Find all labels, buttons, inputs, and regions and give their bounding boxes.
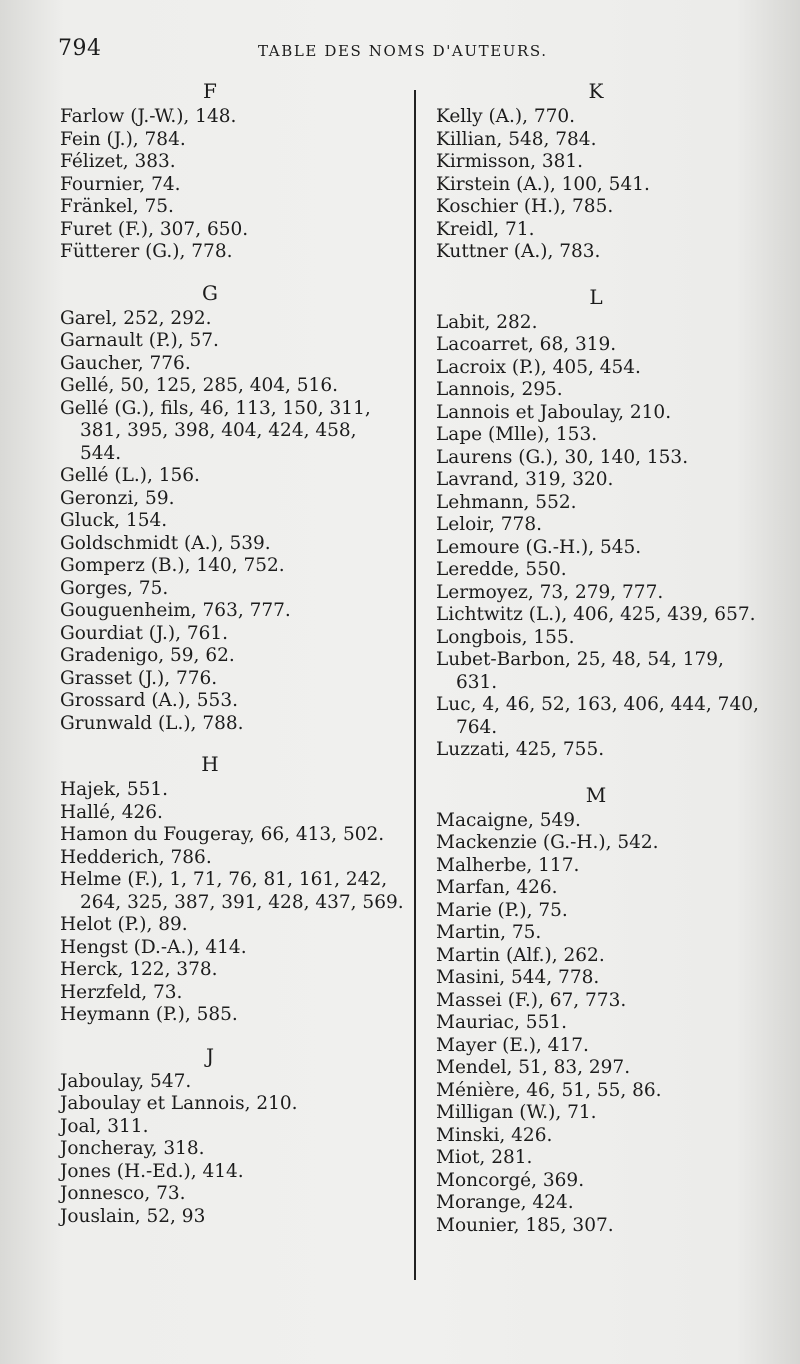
index-entry: Morange, 424. bbox=[436, 1192, 574, 1213]
index-entry: Lavrand, 319, 320. bbox=[436, 469, 614, 490]
entry-line: Lubet-Barbon, 25, 48, 54, 179, bbox=[436, 649, 724, 670]
entry-line: Luc, 4, 46, 52, 163, 406, 444, 740, bbox=[436, 694, 759, 715]
index-entry bbox=[60, 398, 400, 466]
index-entry: Lacroix (P.), 405, 454. bbox=[436, 356, 641, 378]
index-entry: Masini, 544, 778. bbox=[436, 967, 600, 988]
section-letter: G bbox=[202, 280, 218, 305]
section-letter: F bbox=[203, 79, 217, 103]
index-entry: Luzzati, 425, 755. bbox=[436, 739, 605, 760]
section-g bbox=[60, 278, 400, 736]
index-entry: Mauriac, 551. bbox=[436, 1012, 567, 1033]
index-entry: Hamon du Fougeray, 66, 413, 502. bbox=[60, 824, 385, 845]
index-entry: Mounier, 185, 307. bbox=[436, 1214, 614, 1236]
index-entry: Ménière, 46, 51, 55, 86. bbox=[436, 1079, 662, 1101]
entry-continuation: 764. bbox=[456, 716, 498, 738]
index-entry: Lermoyez, 73, 279, 777. bbox=[436, 581, 664, 603]
entry-line: Gellé (G.), fils, 46, 113, 150, 311, bbox=[60, 397, 371, 419]
index-entry: Gaucher, 776. bbox=[60, 352, 191, 374]
index-entry: Hengst (D.-A.), 414. bbox=[60, 936, 247, 958]
index-entry: Killian, 548, 784. bbox=[436, 128, 597, 150]
index-entry bbox=[436, 649, 776, 694]
index-entry: Lacoarret, 68, 319. bbox=[436, 334, 617, 355]
index-entry: Mackenzie (G.-H.), 542. bbox=[436, 832, 659, 853]
entry-continuation: 631. bbox=[456, 671, 498, 693]
section-l bbox=[436, 282, 776, 762]
index-entry: Hajek, 551. bbox=[60, 779, 169, 800]
index-entry: Labit, 282. bbox=[436, 311, 538, 333]
running-title: TABLE DES NOMS D'AUTEURS. bbox=[258, 42, 548, 60]
index-entry: Gellé (L.), 156. bbox=[60, 465, 200, 486]
index-entry: Lemoure (G.-H.), 545. bbox=[436, 536, 642, 558]
index-entry: Longbois, 155. bbox=[436, 626, 575, 648]
section-letter: M bbox=[585, 782, 607, 807]
index-entry: Joal, 311. bbox=[60, 1115, 149, 1137]
index-entry: Herck, 122, 378. bbox=[60, 959, 218, 980]
index-entry: Herzfeld, 73. bbox=[60, 981, 183, 1003]
index-entry: Gomperz (B.), 140, 752. bbox=[60, 555, 285, 576]
section-letter: J bbox=[205, 1043, 215, 1068]
index-entry: Furet (F.), 307, 650. bbox=[60, 218, 249, 240]
index-entry: Gradenigo, 59, 62. bbox=[60, 645, 235, 666]
index-entry bbox=[60, 869, 404, 914]
index-entry: Jones (H.-Ed.), 414. bbox=[60, 1160, 244, 1182]
index-entry: Milligan (W.), 71. bbox=[436, 1102, 597, 1123]
index-entry: Massei (F.), 67, 773. bbox=[436, 989, 627, 1011]
index-entry: Laurens (G.), 30, 140, 153. bbox=[436, 446, 689, 468]
index-entry: Malherbe, 117. bbox=[436, 854, 580, 876]
index-entry: Kelly (A.), 770. bbox=[436, 106, 576, 127]
index-entry: Heymann (P.), 585. bbox=[60, 1004, 238, 1025]
index-entry: Jaboulay et Lannois, 210. bbox=[60, 1093, 298, 1114]
index-entry: Félizet, 383. bbox=[60, 151, 176, 172]
index-entry: Leredde, 550. bbox=[436, 559, 567, 580]
index-entry: Fournier, 74. bbox=[60, 173, 181, 195]
page-header bbox=[58, 36, 758, 66]
index-entry: Miot, 281. bbox=[436, 1147, 533, 1168]
index-entry: Hallé, 426. bbox=[60, 801, 163, 823]
index-entry: Lehmann, 552. bbox=[436, 491, 577, 513]
entry-continuation: 381, 395, 398, 404, 424, 458, bbox=[80, 420, 357, 441]
index-entry: Kirstein (A.), 100, 541. bbox=[436, 173, 650, 195]
column-divider bbox=[414, 90, 416, 1280]
index-entry: Gourdiat (J.), 761. bbox=[60, 622, 229, 644]
index-entry: Geronzi, 59. bbox=[60, 487, 175, 509]
entry-continuation: 264, 325, 387, 391, 428, 437, 569. bbox=[80, 891, 404, 913]
index-entry: Joncheray, 318. bbox=[60, 1138, 205, 1159]
index-entry: Fein (J.), 784. bbox=[60, 128, 186, 150]
section-h bbox=[60, 749, 404, 1027]
index-entry: Jonnesco, 73. bbox=[60, 1183, 186, 1204]
index-entry: Fütterer (G.), 778. bbox=[60, 241, 233, 262]
right-column bbox=[436, 76, 776, 1237]
index-entry: Jaboulay, 547. bbox=[60, 1070, 192, 1092]
index-entry bbox=[436, 694, 776, 739]
page-number: 794 bbox=[58, 36, 102, 61]
index-entry: Grasset (J.), 776. bbox=[60, 667, 218, 689]
index-entry: Garel, 252, 292. bbox=[60, 307, 212, 329]
section-letter: H bbox=[201, 752, 219, 776]
index-entry: Garnault (P.), 57. bbox=[60, 330, 219, 351]
index-entry: Grossard (A.), 553. bbox=[60, 690, 238, 711]
section-letter: L bbox=[589, 284, 603, 309]
index-entry: Kuttner (A.), 783. bbox=[436, 241, 601, 262]
index-entry: Martin (Alf.), 262. bbox=[436, 944, 605, 966]
index-entry: Lannois, 295. bbox=[436, 379, 563, 400]
index-entry: Macaigne, 549. bbox=[436, 809, 581, 831]
index-entry: Kreidl, 71. bbox=[436, 218, 535, 240]
index-entry: Martin, 75. bbox=[436, 922, 542, 943]
index-entry: Mayer (E.), 417. bbox=[436, 1034, 589, 1056]
index-entry: Lape (Mlle), 153. bbox=[436, 424, 598, 445]
index-entry: Moncorgé, 369. bbox=[436, 1169, 585, 1191]
entry-continuation: 544. bbox=[80, 442, 122, 464]
index-entry: Lichtwitz (L.), 406, 425, 439, 657. bbox=[436, 604, 756, 625]
index-entry: Minski, 426. bbox=[436, 1124, 553, 1146]
index-entry: Gouguenheim, 763, 777. bbox=[60, 600, 291, 621]
index-entry: Grunwald (L.), 788. bbox=[60, 712, 244, 734]
index-entry: Goldschmidt (A.), 539. bbox=[60, 532, 271, 554]
index-entry: Fränkel, 75. bbox=[60, 196, 174, 217]
left-column bbox=[60, 76, 404, 1228]
section-letter: K bbox=[588, 79, 604, 103]
section-m bbox=[436, 780, 776, 1238]
index-entry: Leloir, 778. bbox=[436, 514, 542, 535]
index-entry: Marie (P.), 75. bbox=[436, 899, 568, 921]
index-entry: Kirmisson, 381. bbox=[436, 151, 584, 172]
index-entry: Hedderich, 786. bbox=[60, 846, 212, 868]
index-entry: Helot (P.), 89. bbox=[60, 914, 188, 935]
index-entry: Jouslain, 52, 93 bbox=[60, 1205, 206, 1227]
index-entry: Koschier (H.), 785. bbox=[436, 196, 614, 217]
entry-line: Helme (F.), 1, 71, 76, 81, 161, 242, bbox=[60, 869, 388, 890]
section-k bbox=[436, 76, 776, 264]
index-entry: Mendel, 51, 83, 297. bbox=[436, 1057, 631, 1078]
section-f bbox=[60, 76, 400, 264]
index-entry: Farlow (J.-W.), 148. bbox=[60, 106, 237, 127]
index-entry: Gellé, 50, 125, 285, 404, 516. bbox=[60, 375, 338, 396]
index-entry: Gluck, 154. bbox=[60, 510, 168, 531]
section-j bbox=[60, 1041, 400, 1229]
index-entry: Marfan, 426. bbox=[436, 877, 558, 898]
index-entry: Lannois et Jaboulay, 210. bbox=[436, 401, 672, 423]
index-entry: Gorges, 75. bbox=[60, 577, 169, 599]
